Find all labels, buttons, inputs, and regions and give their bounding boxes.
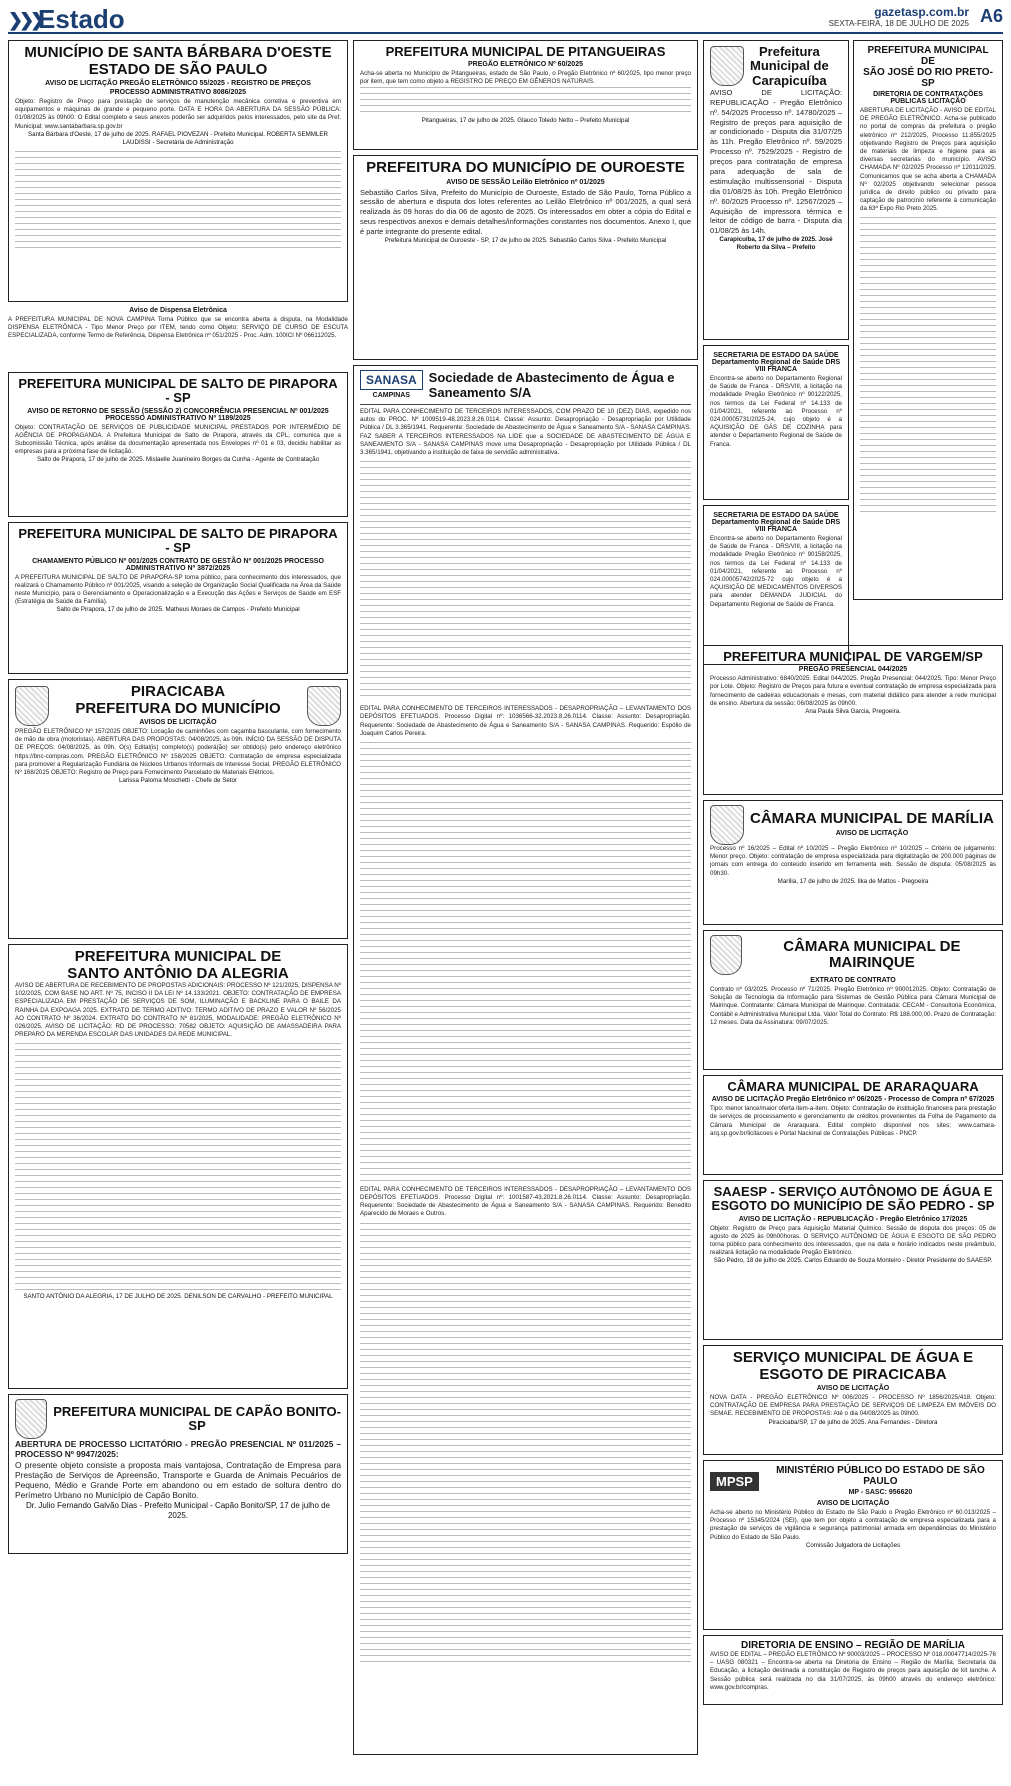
notice-body: Objeto: Registro de Preço para prestação de serviços de manutenção mecânica corretiva e preventiva em equipamentos e máquinas de grande e pequeno porte. DATA E HORA DA ABERTURA DA SESSÃO PÚBLICA: 01/08/2025 às 09h00. O Edital completo e seus anexos poderão ser adquiridos pelos interessados, pelo site da Pref. Municipal: www.santabarbara.sp.gov.br <box>15 98 341 130</box>
coat-of-arms-icon <box>710 805 744 845</box>
notice-signature: Marília, 17 de julho de 2025. Ilka de Mattos - Pregoeira <box>777 877 929 885</box>
notice-subtitle: CHAMAMENTO PÚBLICO Nº 001/2025 CONTRATO DE GESTÃO Nº 001/2025 PROCESSO ADMINISTRATIVO Nº 3872/2025 <box>32 557 324 572</box>
notice-ouroeste <box>353 155 698 360</box>
notice-body: Acha-se aberto no Ministério Público do Estado de São Paulo o Pregão Eletrônico nº 60.013/2025 – Processo nº 15345/2024 (SEI), que tem por objeto a contratação de empresa especializada para a prestação de serviços de vigilância e segurança patrimonial armada em dependências do Ministério Público do Estado de São Paulo. <box>710 1509 996 1541</box>
notice-subtitle: AVISO DE LICITAÇÃO PREGÃO ELETRÔNICO 55/2025 - REGISTRO DE PREÇOS <box>45 80 311 87</box>
notice-signature: São Pedro, 18 de julho de 2025. Carlos Eduardo de Souza Monteiro - Diretor Presidente do SAAESP. <box>713 1257 993 1265</box>
notice-title: PREFEITURA MUNICIPAL DE PITANGUEIRAS <box>385 44 666 59</box>
notice-body: Encontra-se aberto no Departamento Regional de Saúde de Franca - DRS/VIII, a licitação na modalidade Pregão Eletrônico nº 90122/2025, nos termos da Lei Federal nº 14.133 de 01/04/2021, referente ao Processo nº 024.00005731/2025-24, cujo objeto é a AQUISIÇÃO DE GÁS DE COZINHA para atender o Departamento Regional de Saúde de Franca. <box>710 375 842 448</box>
notice-body: ABERTURA DE LICITAÇÃO - AVISO DE EDITAL DE PREGÃO ELETRÔNICO. Acha-se publicado no portal de compras da prefeitura o pregão eletrônico nº 212/2025, Processo 11.855/2025 objetivando Registro de Preços para aquisição de materiais de limpeza e higiene para as diversas secretarias do município. AVISO CHAMADA Nº 02/2025 Processo nº 12011/2025. Comunicamos que se acha aberta a CHAMADA Nº 02/2025 objetivando selecionar pessoa jurídica de direito público ou privado para captação de patrocínio referente à comunicação da 63ª Expo Rio Preto 2025. <box>860 107 996 213</box>
notice-title: DIRETORIA DE ENSINO – REGIÃO DE MARÍLIA <box>741 1640 965 1651</box>
site-name[interactable]: gazetasp.com.br <box>874 5 969 19</box>
column-1 <box>8 40 348 1559</box>
notice-signature: Santa Bárbara d'Oeste, 17 de julho de 2025. RAFAEL PIOVEZAN - Prefeito Municipal. ROBERTA SEMMLER LAUDISSI - Secretária de Administração <box>28 130 328 146</box>
notice-title: PIRACICABA <box>130 683 226 700</box>
notice-pitangueiras <box>353 40 698 150</box>
notice-title: PREFEITURA MUNICIPAL DE VARGEM/SP <box>723 649 983 664</box>
notice-body: Objeto: Registro de Preço para Aquisição Material Químico. Sessão de disputa dos preços: 05 de agosto de 2025 às 09h00horas. O SERVIÇO AUTÔNOMO DE ÁGUA E ESGOTO DE SÃO PEDRO torna público para conhecimento dos interessados, que na data e horário indicados neste preâmbulo, realizará licitação na modalidade Pregão Eletrônico. <box>710 1224 996 1257</box>
notice-salto-pirapora-2 <box>8 522 348 674</box>
notice-saaesp <box>703 1180 1003 1340</box>
notice-piracicaba <box>8 679 348 939</box>
coat-of-arms-icon <box>307 686 341 726</box>
column-3 <box>703 645 1003 1710</box>
text-block <box>860 217 996 517</box>
notice-subtitle: AVISO DE LICITAÇÃO <box>835 829 909 837</box>
page-number: A6 <box>979 6 1003 26</box>
notice-nova-campina <box>8 307 348 367</box>
notice-title: PREFEITURA MUNICIPAL DE CAPÃO BONITO-SP <box>53 1403 341 1433</box>
page-header <box>8 4 1003 34</box>
notice-araraquara <box>703 1075 1003 1175</box>
notice-title: Prefeitura <box>759 44 820 59</box>
notice-title: PREFEITURA MUNICIPAL DE <box>74 948 282 965</box>
notice-title: CÂMARA MUNICIPAL DE ARARAQUARA <box>727 1079 979 1094</box>
notice-subtitle: MP - SASC: 956620 <box>848 1489 913 1496</box>
notice-vargem <box>703 645 1003 795</box>
notice-title: PREFEITURA MUNICIPAL DE SALTO DE PIRAPORA - SP <box>18 526 338 556</box>
notice-subtitle: AVISOS DE LICITAÇÃO <box>139 719 217 726</box>
column-3a <box>703 40 849 670</box>
notice-drs-franca-1 <box>703 345 849 500</box>
notice-title: MINISTÉRIO PÚBLICO DO ESTADO DE SÃO PAULO <box>776 1465 985 1487</box>
notice-subtitle: AVISO DE SESSÃO Leilão Eletrônico nº 01/2025 <box>446 178 605 186</box>
notice-body: A PREFEITURA MUNICIPAL DE SALTO DE PIRAPORA-SP torna público, para conhecimento dos interessados, que realizará o Chamamento Público nº 001/2025, visando a seleção de Organização Social Qualificada na Área da Saúde neste Município, para o Gerenciamento e Operacionalização e a Execução das Ações e Serviços de Saúde em ESF (Estratégia de Saúde da Família). <box>15 573 341 606</box>
notice-subtitle: EXTRATO DE CONTRATO <box>810 977 896 984</box>
notice-body: AVISO DE ABERTURA DE RECEBIMENTO DE PROPOSTAS ADICIONAIS: PROCESSO Nº 121/2025, DISPENSA Nº 102/2025, COM BASE NO ART. Nº 75, INCISO II DA LEI Nº 14.133/2021. OBJETO: CONTRATAÇÃO DE EMPRESA ESPECIALIZADA EM PRESTAÇÃO DE SERVIÇOS DE SOM, ILUMINAÇÃO E BACKLINE PARA O BAILE DA RAINHA DA EXPOAGA 2025. EXTRATO DE TERMO ADITIVO: TERMO ADITIVO DE PRAZO E VALOR Nº 56/2025 AO CONTRATO Nº 36/2024. EXTRATO DO CONTRATO Nº 81/2025, MODALIDADE: PREGÃO ELETRÔNICO Nº 026/2025. AVISO DE LICITAÇÃO: RD DE PROCESSO: 70582 OBJETO: AQUISIÇÃO DE AMASSADEIRA PARA PREPARO DA MERENDA ESCOLAR DAS UNIDADES DA REDE MUNICIPAL. <box>15 982 341 1039</box>
notice-title: SANTO ANTÔNIO DA ALEGRIA <box>67 964 289 982</box>
notice-body: Sebastião Carlos Silva, Prefeito do Município de Ouroeste, Estado de São Paulo, Torna Público a sessão de abertura e disputa dos lotes referentes ao Leilão Eletrônico nº 001/2025, a qual será realizada às 09 horas do dia 06 de agosto de 2025. Os interessados em obter a cópia do Edital e seus respectivos anexos e demais detalhes/informações constantes nos documentos. Anexo I, que é parte integrante do presente edital. <box>360 187 691 237</box>
notice-sjrp <box>853 40 1003 600</box>
notice-drs-franca-2 <box>703 505 849 665</box>
notice-body: Tipo: menor lance/maior oferta item-a-item. Objeto: Contratação de instituição financeira para prestação de serviços de processamento e gerenciamento de créditos provenientes da Folha de Pagamento da Câmara Municipal de Araraquara. Edital completo disponível nos sites: www.camara-arq.sp.gov.br/licitacoes e Portal Nacional de Contratações Públicas - PNCP. <box>710 1105 996 1137</box>
notice-body: AVISO DE EDITAL – PREGÃO ELETRÔNICO Nº 90003/2025 – PROCESSO Nº 018.00047714/2025-76 – UASG 080321 – Encontra-se aberta na Diretoria de Ensino – Região de Marília, Secretaria da Educação, a licitação destinada a constituição de Registro de preços para aquisição de kit lanche. A Sessão pública será realizada no dia 31/07/2025, às 09h00 através do endereço eletrônico: www.gov.br/compras. <box>710 1651 996 1691</box>
coat-of-arms-icon <box>710 46 744 86</box>
notice-carapicuiba <box>703 40 849 340</box>
notice-title: Sociedade de Abastecimento de Água e Saneamento S/A <box>428 370 675 400</box>
notice-body: EDITAL PARA CONHECIMENTO DE TERCEIROS INTERESSADOS, COM PRAZO DE 10 (DEZ) DIAS, expedido nos autos do PROC. Nº 1009519-48.2023.8.26.0114. Classe: Assunto: Desapropriação - Desapropriação por Utilidade Pública / DL 3.365/1941. Requerente: Sociedade de Abastecimento de Água e Saneamento S/A - SANASA CAMPINAS. FAZ SABER A TERCEIROS INTERESSADOS NA LIDE que a SOCIEDADE DE ABASTECIMENTO DE ÁGUA E SANEAMENTO S/A - SANASA CAMPINAS move uma Desapropriação - Desapropriação por Utilidade Pública / DL 3.365/1941, objetivando a instituição de faixa de servidão administrativa. <box>360 408 691 456</box>
notice-title: Carapicuíba <box>752 72 827 88</box>
mpsp-logo: MPSP <box>710 1472 759 1491</box>
notice-semae <box>703 1345 1003 1455</box>
sanasa-logo-sub: CAMPINAS <box>372 392 410 399</box>
notice-signature: SANTO ANTÔNIO DA ALEGRIA, 17 DE JULHO DE 2025. DENILSON DE CARVALHO - PREFEITO MUNICIPAL <box>23 1293 333 1301</box>
notice-title: CÂMARA MUNICIPAL DE MARÍLIA <box>750 810 994 828</box>
notice-title: MUNICÍPIO DE SANTA BÁRBARA D'OESTE <box>24 44 332 61</box>
coat-of-arms-icon <box>710 935 742 975</box>
notice-body: Contrato nº 03/2025. Processo nº 71/2025. Pregão Eletrônico nº 900012025. Objeto: Contratação de Solução de Tecnologia da Informação para Sistemas de Gestão Pública para Câmara Municipal de Mairinque. Contratante: Câmara Municipal de Mairinque. Contratada: CECAM - Consultoria Econômica, Contábil e Administrativa Municipal Ltda. Valor Total do Contrato: R$ 188.000,00. Prazo de Contratação: 12 meses. Data da Assinatura: 09/07/2025. <box>710 986 996 1026</box>
sanasa-logo: SANASA <box>360 370 423 390</box>
notice-signature: Carapicuíba, 17 de julho de 2025. José Roberto da Silva – Prefeito <box>719 236 833 252</box>
notice-title: PREFEITURA MUNICIPAL DE <box>867 45 989 67</box>
notice-body: Objeto: CONTRATAÇÃO DE SERVIÇOS DE PUBLICIDADE MUNICIPAL PRESTADOS POR INTERMÉDIO DE AGÊNCIA DE PROPAGANDA. A Prefeitura Municipal de Salto de Pirapora, através da CPL, comunica que a Subcomissão Técnica, após análise da documentação apresentada nos Envelopes nº 01 e 03, decidiu habilitar as empresas para a próxima fase de licitação. <box>15 423 341 456</box>
text-block <box>360 1223 691 1663</box>
issue-date: SEXTA-FEIRA, 18 DE JULHO DE 2025 <box>828 19 969 28</box>
notice-subtitle: AVISO DE RETORNO DE SESSÃO (SESSÃO 2) CONCORRÊNCIA PRESENCIAL Nº 001/2025 PROCESSO ADMINISTRATIVO Nº 1189/2025 <box>27 407 329 422</box>
notice-subtitle: AVISO DE LICITAÇÃO <box>816 1385 890 1392</box>
notice-title: ESTADO DE SÃO PAULO <box>88 60 268 78</box>
notice-subtitle: PREGÃO ELETRÔNICO Nº 60/2025 <box>468 61 583 69</box>
notice-signature: Larissa Paloma Moschetti - Chefe de Setor <box>119 777 237 785</box>
notice-santa-barbara <box>8 40 348 302</box>
text-block <box>15 1043 341 1293</box>
text-block <box>360 742 691 1182</box>
coat-of-arms-icon <box>15 1399 47 1439</box>
notice-title: SECRETARIA DE ESTADO DA SAÚDE Departamento Regional de Saúde DRS VIII FRANCA <box>711 352 841 373</box>
notice-body: EDITAL PARA CONHECIMENTO DE TERCEIROS INTERESSADOS - DESAPROPRIAÇÃO – LEVANTAMENTO DOS DEPÓSITOS EFETUADOS. Processo Digital nº: 1036566-32.2023.8.26.0114. Classe: Assunto: Desapropriação. Requerente: Sociedade de Abastecimento de Água e Saneamento S/A - SANASA CAMPINAS. Requerido: Espólio de Joaquim Carlos Pereira. <box>360 705 691 737</box>
notice-title: Municipal de <box>750 58 829 74</box>
notice-title: PREFEITURA DO MUNICÍPIO <box>75 699 281 717</box>
notice-body: Acha-se aberta no Município de Pitangueiras, estado de São Paulo, o Pregão Eletrônico nº 60/2025, tipo menor preço por item, que tem como objeto a REGISTRO DE PREÇO EM GÊNEROS NATURAIS. <box>360 70 691 86</box>
notice-subtitle: AVISO DE LICITAÇÃO Pregão Eletrônico nº 06/2025 - Processo de Compra nº 67/2025 <box>711 1096 995 1104</box>
notice-signature: Dr. Julio Fernando Galvão Dias - Prefeito Municipal - Capão Bonito/SP, 17 de julho de 2025. <box>25 1500 331 1520</box>
coat-of-arms-icon <box>15 686 49 726</box>
notice-signature: Prefeitura Municipal de Ouroeste - SP, 17 de julho de 2025. Sebastião Carlos Silva - Prefeito Municipal <box>384 236 667 244</box>
notice-diretoria-ensino <box>703 1635 1003 1705</box>
notice-sanasa <box>353 365 698 1755</box>
column-3b <box>853 40 1003 605</box>
notice-body: PREGÃO ELETRÔNICO Nº 157/2025 OBJETO: Locação de caminhões com caçamba basculante, com fornecimento de mão de obra (motoristas). ABERTURA DAS PROPOSTAS: 04/08/2025, às 09h. INÍCIO DA SESSÃO DE DISPUTA DE PREÇOS: 04/08/2025, às 09h. O(s) Edital(is) completo(s) poderá(ão) ser obtido(s) pelo endereço eletrônico https://bnc-compras.com. PREGÃO ELETRÔNICO Nº 158/2025 OBJETO: Contratação de empresa especializada para promover a Regularização Fundiária de Núcleos Urbanos Informais de Interesse Social. PREGÃO ELETRÔNICO Nº 168/2025 OBJETO: Registro de Preço para Fornecimento Parcelado de Materiais Elétricos. <box>15 728 341 776</box>
notice-title: CÂMARA MUNICIPAL DE MAIRINQUE <box>783 937 961 971</box>
section-title: Estado <box>38 4 125 34</box>
notice-capao-bonito <box>8 1394 348 1554</box>
notice-subtitle: PREGÃO PRESENCIAL 044/2025 <box>798 666 908 674</box>
notice-title: SÃO JOSÉ DO RIO PRETO-SP <box>863 67 993 89</box>
column-2 <box>353 40 698 1760</box>
notice-signature: Salto de Pirapora, 17 de julho de 2025. Matheus Moraes de Campos - Prefeito Municipal <box>56 606 300 614</box>
notice-signature: Ana Paula Silva Garcia, Pregoeira. <box>805 708 901 716</box>
notice-body: Processo Administrativo: 6840/2025. Edital 044/2025. Pregão Presencial: 044/2025. Tipo: Menor Preço por Lote. Objeto: Registro de Preços para futura e eventual contratação de empresa especializada para fornecimento de cadeiras educacionais e mesas, com material didático para atender a rede municipal de ensino. Abertura da sessão: 06/08/2025 às 09h00. <box>710 675 996 707</box>
notice-title: SERVIÇO MUNICIPAL DE ÁGUA E <box>732 1349 974 1366</box>
notice-subtitle: AVISO DE LICITAÇÃO <box>816 1500 890 1507</box>
notice-body: O presente objeto consiste a proposta mais vantajosa, Contratação de Empresa para Prestação de Serviços de Apreensão, Transporte e Guarda de Animais Pecuários de Pequeno, Médio e Grande Porte em abandono ou em estado de soltura dentro do Perímetro Urbano no Município de Capão Bonito. <box>15 1459 341 1501</box>
notice-title: ESGOTO DE PIRACICABA <box>759 1365 947 1383</box>
notice-marilia <box>703 800 1003 925</box>
notice-title: SECRETARIA DE ESTADO DA SAÚDE Departamento Regional de Saúde DRS VIII FRANCA <box>711 512 841 533</box>
notice-santo-antonio <box>8 944 348 1389</box>
notice-subtitle: DIRETORIA DE CONTRATAÇÕES PÚBLICAS LICITAÇÃO <box>873 91 983 105</box>
notice-body: A PREFEITURA MUNICIPAL DE NOVA CAMPINA Torna Público que se encontra aberta a disputa, na Modalidade DISPENSA ELETRÔNICA - Tipo Menor Preço por ITEM, tendo como Objeto: SERVIÇO DE CURSO DE ESCUTA ESPECIALIZADA, conforme Termo de Referência, Dispensa Eletrônica nº 051/2025 - Proc. Adm. 100ICI Nº 066112025. <box>8 316 348 340</box>
notice-title: SAAESP - SERVIÇO AUTÔNOMO DE ÁGUA E ESGOTO DO MUNICÍPIO DE SÃO PEDRO - SP <box>711 1184 995 1214</box>
notice-body: EDITAL PARA CONHECIMENTO DE TERCEIROS INTERESSADOS - DESAPROPRIAÇÃO – LEVANTAMENTO DOS DEPÓSITOS EFETUADOS. Processo Digital nº: 1001587-43.2021.8.26.0114. Classe: Assunto: Desapropriação. Requerente: Sociedade de Abastecimento de Água e Saneamento S/A - SANASA CAMPINAS. Requerido: Benedito Aparecido de Moraes e Outros. <box>360 1185 691 1218</box>
notice-subtitle: ABERTURA DE PROCESSO LICITATÓRIO - PREGÃO PRESENCIAL Nº 011/2025 – PROCESSO Nº 9947/2025: <box>15 1439 341 1460</box>
notice-signature: Comissão Julgadora de Licitações <box>805 1541 901 1549</box>
notice-mairinque <box>703 930 1003 1070</box>
text-block <box>360 87 691 117</box>
notice-signature: Pitangueiras, 17 de julho de 2025. Glauco Toledo Netto – Prefeito Municipal <box>421 116 630 124</box>
notice-subtitle: PROCESSO ADMINISTRATIVO 8086/2025 <box>109 89 247 96</box>
notice-body: Encontra-se aberto no Departamento Regional de Saúde de Franca - DRS/VIII, a licitação na modalidade Pregão Eletrônico nº 90158/2025, nos termos da Lei Federal nº 14.133 de 01/04/2021, referente ao Processo nº 024.00005742/2025-72 cujo objeto é a AQUISIÇÃO DE MEDICAMENTOS DIVERSOS para atender DEMANDA JUDICIAL do Departamento Regional de Saúde de Franca. <box>710 535 842 608</box>
notice-title: PREFEITURA DO MUNICÍPIO DE OUROESTE <box>366 159 685 176</box>
notice-subtitle: AVISO DE LICITAÇÃO - REPUBLICAÇÃO - Pregão Eletrônico 17/2025 <box>738 1215 968 1223</box>
notice-body: NOVA DATA - PREGÃO ELETRÔNICO Nº 006/2025 - PROCESSO Nº 1856/2025/418. Objeto: CONTRATAÇÃO DE EMPRESA PARA PRESTAÇÃO DE SERVIÇOS DE LIMPEZA EM IMÓVEIS DO SEMAE. RECEBIMENTO DE PROPOSTAS: Até o dia 04/08/2025 às 09h00. <box>710 1394 996 1418</box>
notice-title: Aviso de Dispensa Eletrônica <box>129 307 227 314</box>
text-block <box>360 461 691 701</box>
notice-signature: Piracicaba/SP, 17 de julho de 2025. Ana Fernandes - Diretora <box>768 1418 938 1426</box>
notice-body: Processo nº 16/2025 – Edital nº 10/2025 – Pregão Eletrônico nº 10/2025 – Critério de julgamento: Menor preço. Objeto: contratação de empresa especializada para digitalização de 200.000 páginas de jornais com entrega do conteúdo inserido em ferramenta web. Sessão de disputa: 05/08/2025 às 09h30. <box>710 845 996 877</box>
notice-salto-pirapora-1 <box>8 372 348 517</box>
notice-body: AVISO DE LICITAÇÃO: REPUBLICAÇÃO - Pregão Eletrônico nº. 54/2025 Processo nº. 14780/2025 – Registro de preços para aquisição de ar condicionado - Disputa dia 31/07/25 às 11h. Pregão Eletrônico nº. 59/2025 Processo nº. 7529/2025 - Registro de preços para contratação de empresa para adequação de sala de estimulação multissensorial - Disputa dia 01/08/25 às 10h. Pregão Eletrônico nº. 60/2025 Processo nº. 12567/2025 – Aquisição de impressora térmica e leitor de código de barra - Disputa dia 01/08/25 às 14h. <box>710 87 842 236</box>
notice-mpsp <box>703 1460 1003 1630</box>
notice-title: PREFEITURA MUNICIPAL DE SALTO DE PIRAPORA - SP <box>18 376 338 406</box>
text-block <box>15 151 341 251</box>
notice-signature: Salto de Pirapora, 17 de julho de 2025. Mislaelle Juanineiro Borges da Cunha - Agente de Contratação <box>36 456 320 464</box>
arrows-icon: ❯❯❯ <box>8 10 42 30</box>
